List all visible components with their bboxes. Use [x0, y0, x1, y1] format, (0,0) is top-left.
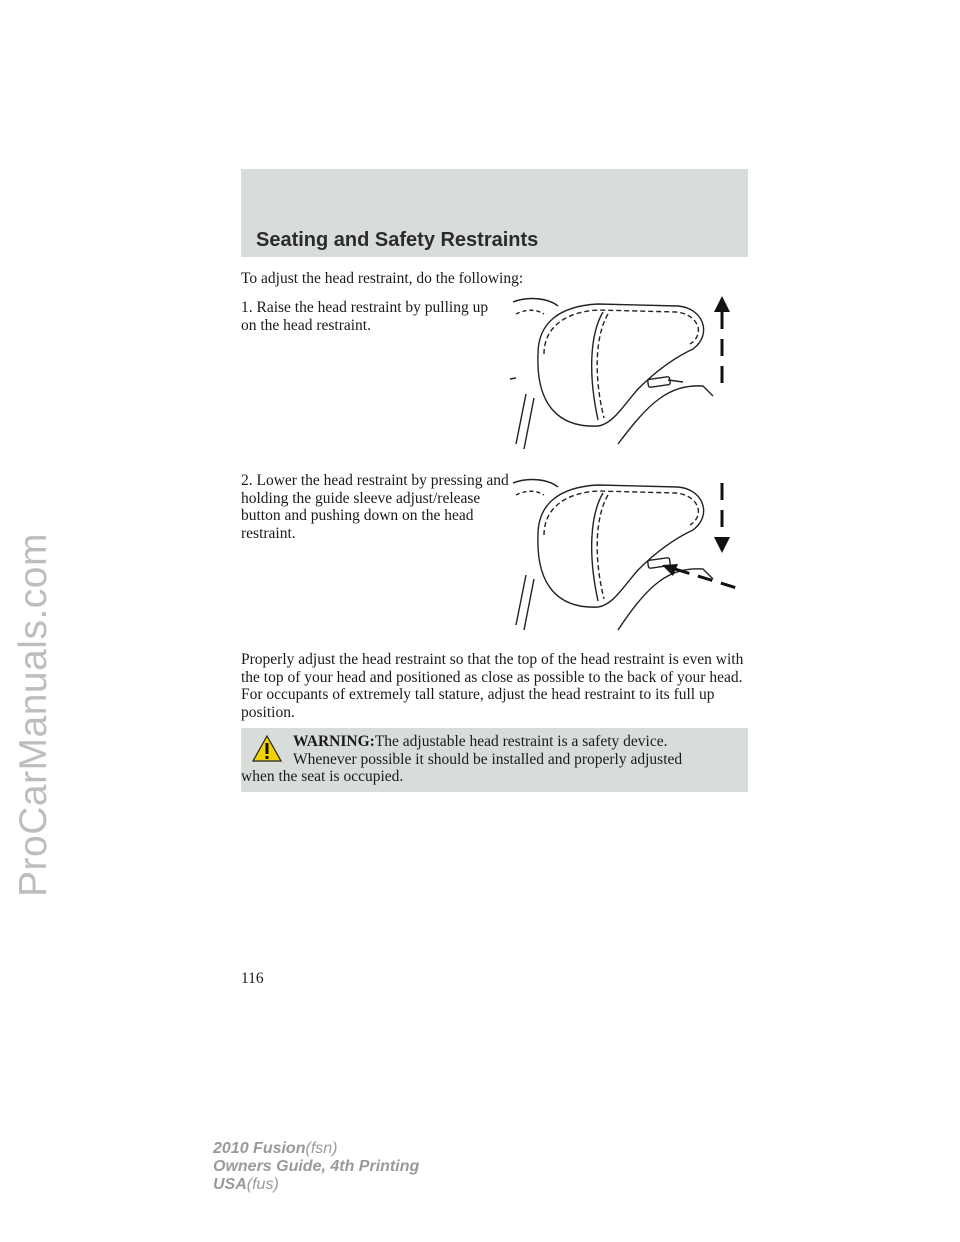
step-2-text: 2. Lower the head restraint by pressing and holding the guide sleeve adjust/release button and pushing down on the head restraint. [241, 472, 509, 542]
footer [213, 1140, 419, 1194]
arrow-diagonal-icon [662, 561, 742, 591]
arrow-down-icon [710, 483, 734, 553]
footer-market-code: (fus) [246, 1176, 279, 1193]
warning-line-1: The adjustable head restraint is a safety device. [374, 733, 668, 750]
body-paragraph: Properly adjust the head restraint so that the top of the head restraint is even with the top of your head and positioned as close as possible to the back of your head. For occupants of extremely tall stature, adjust the head restraint to its full up position. [241, 651, 744, 721]
section-title: Seating and Safety Restraints [256, 229, 539, 251]
arrow-up-icon [710, 296, 734, 388]
footer-model: 2010 Fusion [213, 1140, 306, 1157]
section-header [241, 169, 748, 257]
side-watermark [4, 395, 64, 1035]
head-restraint-raise-illustration [508, 294, 743, 456]
watermark-text: ProCarManuals.com [12, 533, 55, 897]
warning-line-3: when the seat is occupied. [241, 768, 404, 785]
footer-model-code: (fsn) [305, 1140, 338, 1157]
warning-box [241, 728, 748, 792]
warning-triangle-icon [252, 735, 282, 762]
intro-text: To adjust the head restraint, do the following: [241, 270, 524, 287]
warning-line-2: Whenever possible it should be installed and properly adjusted [293, 750, 683, 768]
step-1-text: 1. Raise the head restraint by pulling up on the head restraint. [241, 299, 489, 334]
footer-market: USA [213, 1176, 247, 1193]
footer-guide: Owners Guide, 4th Printing [213, 1158, 420, 1175]
warning-text [293, 733, 743, 768]
warning-label: WARNING: [293, 733, 375, 750]
page-number: 116 [241, 970, 264, 987]
